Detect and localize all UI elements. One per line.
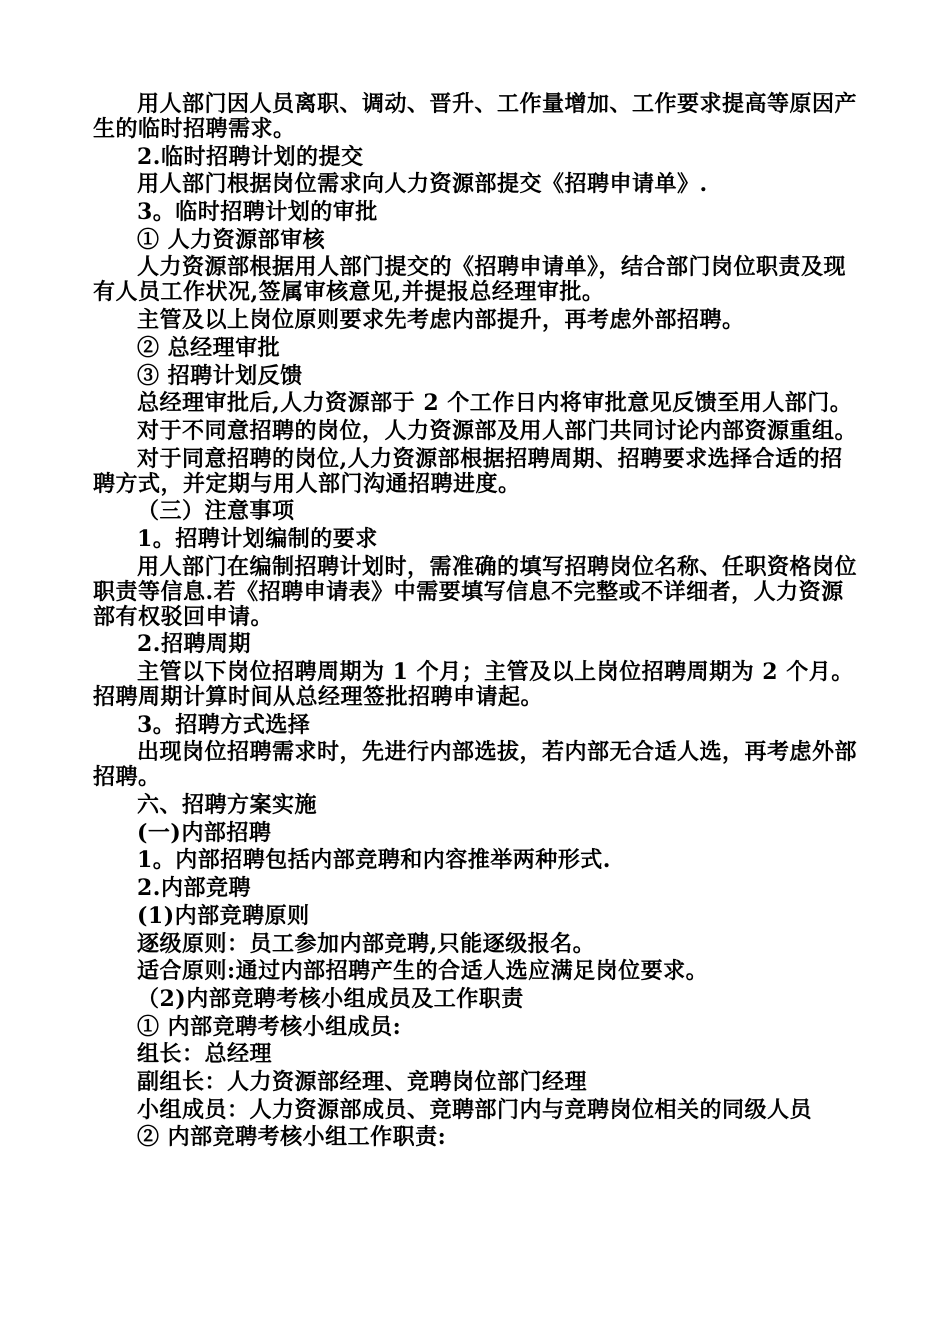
subheading-competition-principles: (1)内部竞聘原则	[137, 902, 310, 929]
paragraph-plan-requirements: 用人部门在编制招聘计划时，需准确的填写招聘岗位名称、任职资格岗位职责等信息.若《招聘申请表》中需要填写信息不完整或不详细者，人力资源部有权驳回申请。	[93, 553, 858, 630]
paragraph-deputy-leader: 副组长：人力资源部经理、竞聘岗位部门经理	[137, 1068, 588, 1095]
document-body	[93, 92, 863, 1153]
heading-plan-approval: 3。临时招聘计划的审批	[137, 199, 378, 226]
subheading-hr-review: ① 人力资源部审核	[137, 226, 326, 253]
paragraph-plan-submission: 用人部门根据岗位需求向人力资源部提交《招聘申请单》.	[137, 171, 708, 198]
paragraph-hr-review: 人力资源部根据用人部门提交的《招聘申请单》，结合部门岗位职责及现有人员工作状况,签属审核意见,并提报总经理审批。	[93, 254, 847, 306]
paragraph-approved-positions: 对于同意招聘的岗位,人力资源部根据招聘周期、招聘要求选择合适的招聘方式，并定期与用人部门沟通招聘进度。	[93, 445, 843, 497]
paragraph-team-leader: 组长：总经理	[137, 1041, 273, 1068]
subheading-gm-approval: ② 总经理审批	[137, 334, 281, 361]
heading-notes: （三）注意事项	[137, 498, 295, 525]
heading-plan-submission: 2.临时招聘计划的提交	[137, 143, 364, 170]
heading-recruitment-cycle: 2.招聘周期	[137, 631, 251, 658]
paragraph-recruitment-cycle: 主管以下岗位招聘周期为 1 个月；主管及以上岗位招聘周期为 2 个月。招聘周期计算时间从总经理签批招聘申请起。	[93, 659, 854, 710]
paragraph-method-selection: 出现岗位招聘需求时，先进行内部选拔，若内部无合适人选，再考虑外部招聘。	[93, 739, 858, 791]
paragraph-rejected-positions: 对于不同意招聘的岗位，人力资源部及用人部门共同讨论内部资源重组。	[137, 417, 858, 444]
heading-method-selection: 3。招聘方式选择	[137, 711, 311, 738]
heading-implementation: 六、招聘方案实施	[137, 792, 318, 819]
heading-plan-requirements: 1。招聘计划编制的要求	[137, 525, 378, 552]
subheading-assessment-team: （2)内部竞聘考核小组成员及工作职责	[137, 985, 524, 1012]
paragraph-step-principle: 逐级原则：员工参加内部竞聘,只能逐级报名。	[137, 930, 596, 957]
paragraph-team-members: 小组成员：人力资源部成员、竞聘部门内与竞聘岗位相关的同级人员	[137, 1096, 813, 1123]
subheading-plan-feedback: ③ 招聘计划反馈	[137, 362, 303, 389]
paragraph-feedback-timing: 总经理审批后,人力资源部于 2 个工作日内将审批意见反馈至用人部门。	[137, 390, 853, 417]
subheading-team-duties: ② 内部竞聘考核小组工作职责:	[137, 1124, 447, 1151]
paragraph-internal-forms: 1。内部招聘包括内部竞聘和内容推举两种形式.	[137, 847, 611, 874]
heading-internal-competition: 2.内部竞聘	[137, 875, 251, 902]
paragraph-temporary-demand: 用人部门因人员离职、调动、晋升、工作量增加、工作要求提高等原因产生的临时招聘需求。	[93, 91, 858, 142]
paragraph-internal-priority: 主管及以上岗位原则要求先考虑内部提升，再考虑外部招聘。	[137, 307, 745, 334]
heading-internal-recruitment: (一)内部招聘	[137, 819, 272, 846]
paragraph-fit-principle: 适合原则:通过内部招聘产生的合适人选应满足岗位要求。	[137, 958, 709, 985]
subheading-team-members: ① 内部竞聘考核小组成员:	[137, 1013, 402, 1040]
